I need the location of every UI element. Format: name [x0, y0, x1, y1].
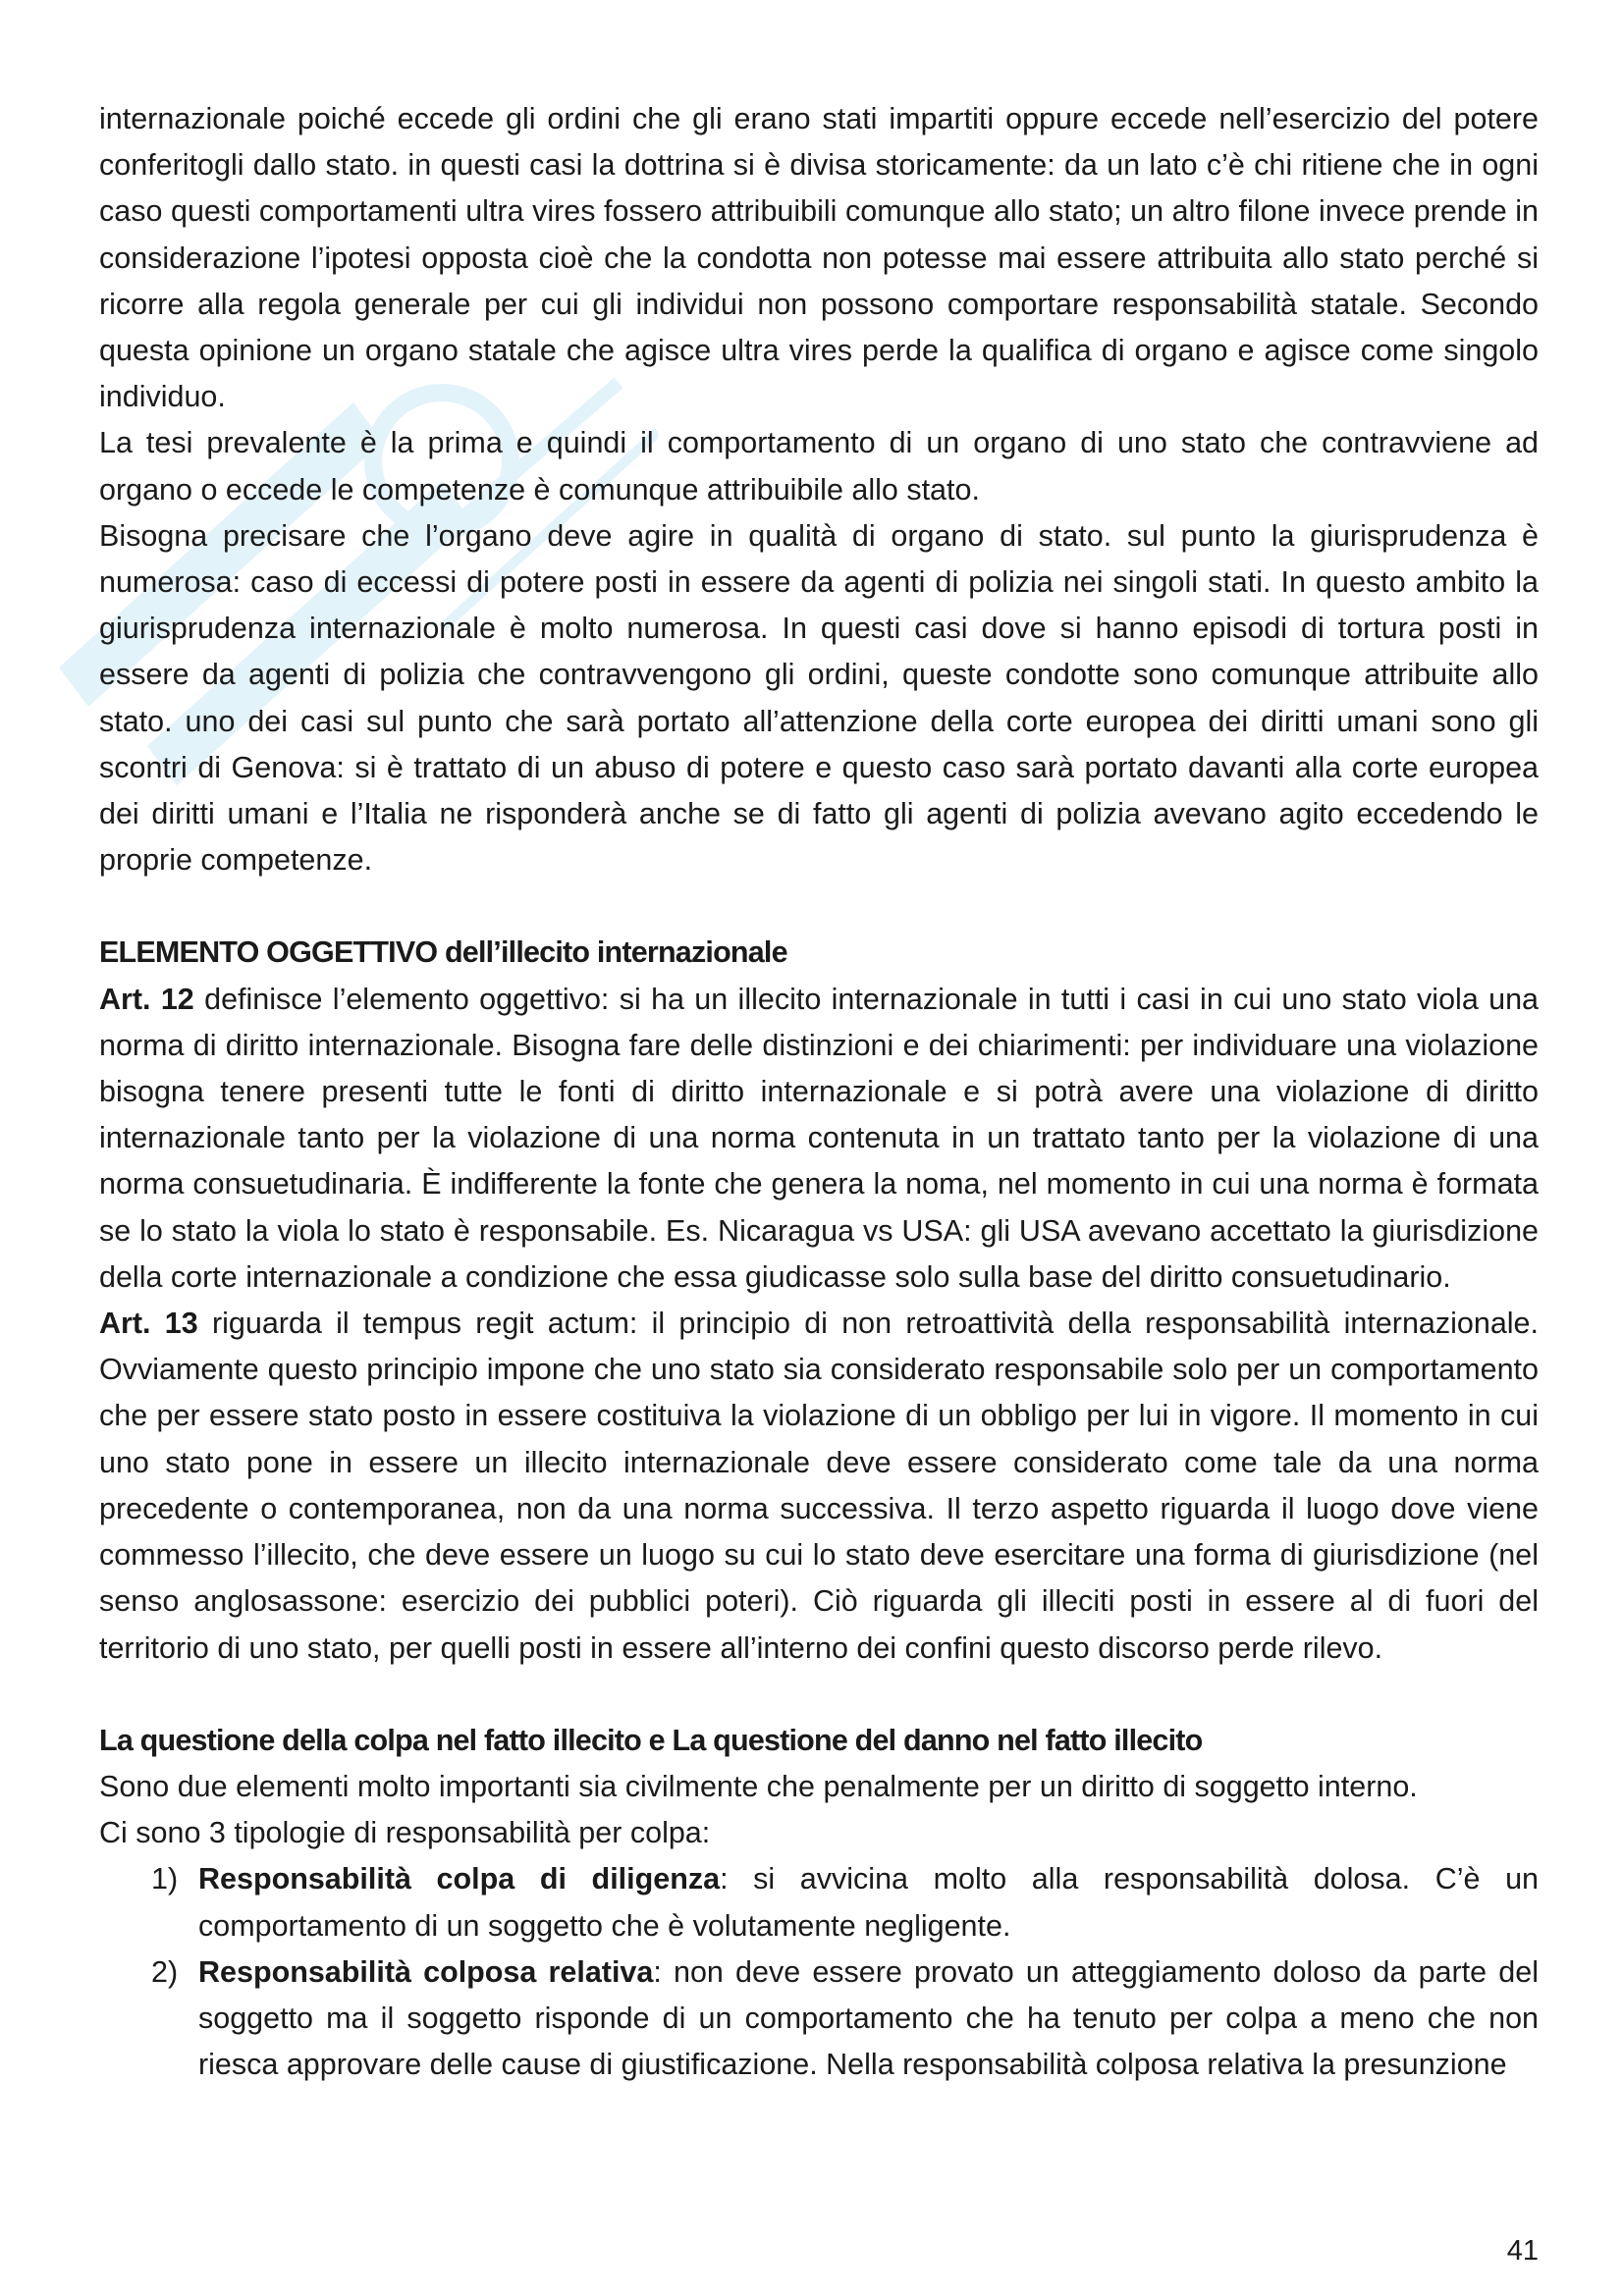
- paragraph-colpa-intro: Sono due elementi molto importanti sia civilmente che penalmente per un diritto di soggetto interno.: [99, 1769, 1418, 1803]
- list-item-text: : non deve essere provato un atteggiamento doloso da parte del soggetto ma il soggetto risponde di un comportamento che ha tenuto per colpa a meno che non riesca approvare delle cause di giustificazione. Nella responsabilità colposa relativa la presunzione: [198, 1954, 1539, 2082]
- list-item-number: 2): [151, 1954, 179, 1989]
- paragraph-spacer: [99, 883, 1539, 930]
- list-item-text: : si avvicina molto alla responsabilità dolosa. C’è un comportamento di un soggetto che è volutamente negligente.: [198, 1862, 1540, 1943]
- paragraph-organo-di-stato: Bisogna precisare che l’organo deve agire in qualità di organo di stato. sul punto la giurisprudenza è numerosa: caso di eccessi di potere posti in essere da agenti di polizia nei singoli stati. In questo ambito la giurisprudenza internazionale è molto numerosa. In questi casi dove si hanno episodi di tortura posti in essere da agenti di polizia che contravvengono gli ordini, queste condotte sono comunque attribuite allo stato. uno dei casi sul punto che sarà portato all’attenzione della corte europea dei diritti umani sono gli scontri di Genova: si è trattato di un abuso di potere e questo caso sarà portato davanti alla corte europea dei diritti umani e l’Italia ne risponderà anche se di fatto gli agenti di polizia avevano agito eccedendo le proprie competenze.: [99, 518, 1539, 878]
- paragraph-art-13: [99, 1301, 1539, 1672]
- list-item: [99, 1856, 1539, 1949]
- page-number: 41: [1506, 2235, 1539, 2267]
- paragraph-ultra-vires: internazionale poiché eccede gli ordini che gli erano stati impartiti oppure eccede nell’esercizio del potere conferitogli dallo stato. in questi casi la dottrina si è divisa storicamente: da un lato c’è chi ritiene che in ogni caso questi comportamenti ultra vires fossero attribuibili comunque allo stato; un altro filone invece prende in considerazione l’ipotesi opposta cioè che la condotta non potesse mai essere attribuita allo stato perché si ricorre alla regola generale per cui gli individui non possono comportare responsabilità statale. Secondo questa opinione un organo statale che agisce ultra vires perde la qualifica di organo e agisce come singolo individuo.: [99, 102, 1539, 414]
- list-item: [99, 1949, 1539, 2089]
- list-item-term: Responsabilità colposa relativa: [198, 1954, 654, 1989]
- art-13-text: riguarda il tempus regit actum: il principio di non retroattività della responsabilità internazionale. Ovviamente questo principio impone che uno stato sia considerato responsabile solo per un comportamento che per essere stato posto in essere costituiva la violazione di un obbligo per lui in vigore. Il momento in cui uno stato pone in essere un illecito internazionale deve essere considerato come tale da una norma precedente o contemporanea, non da una norma successiva. Il terzo aspetto riguarda il luogo dove viene commesso l’illecito, che deve essere un luogo su cui lo stato deve esercitare una forma di giurisdizione (nel senso anglosassone: esercizio dei pubblici poteri). Ciò riguarda gli illeciti posti in essere al di fuori del territorio di uno stato, per quelli posti in essere all’interno dei confini questo discorso perde rilevo.: [99, 1307, 1539, 1665]
- responsibility-list: [99, 1856, 1539, 2088]
- paragraph-spacer: [99, 1672, 1539, 1718]
- paragraph-tipologie: Ci sono 3 tipologie di responsabilità per colpa:: [99, 1816, 711, 1850]
- art-13-label: Art. 13: [99, 1307, 198, 1341]
- list-item-number: 1): [151, 1862, 179, 1896]
- paragraph-art-12: [99, 977, 1539, 1301]
- paragraph-tesi-prevalente: La tesi prevalente è la prima e quindi il comportamento di un organo di uno stato che contravviene ad organo o eccede le competenze è comunque attribuibile allo stato.: [99, 426, 1539, 507]
- art-12-text: definisce l’elemento oggettivo: si ha un illecito internazionale in tutti i casi in cui uno stato viola una norma di diritto internazionale. Bisogna fare delle distinzioni e dei chiarimenti: per individuare una violazione bisogna tenere presenti tutte le fonti di diritto internazionale e si potrà avere una violazione di diritto internazionale tanto per la violazione di una norma contenuta in un trattato tanto per la violazione di una norma consuetudinaria. È indifferente la fonte che genera la noma, nel momento in cui una norma è formata se lo stato la viola lo stato è responsabile. Es. Nicaragua vs USA: gli USA avevano accettato la giurisdizione della corte internazionale a condizione che essa giudicasse solo sulla base del diritto consuetudinario.: [99, 982, 1539, 1294]
- list-item-term: Responsabilità colpa di diligenza: [198, 1862, 721, 1896]
- document-page: [99, 96, 1539, 2088]
- heading-elemento-oggettivo: ELEMENTO OGGETTIVO dell’illecito internazionale: [99, 935, 787, 970]
- art-12-label: Art. 12: [99, 982, 194, 1016]
- heading-colpa-danno: La questione della colpa nel fatto illecito e La questione del danno nel fatto illecito: [99, 1723, 1203, 1757]
